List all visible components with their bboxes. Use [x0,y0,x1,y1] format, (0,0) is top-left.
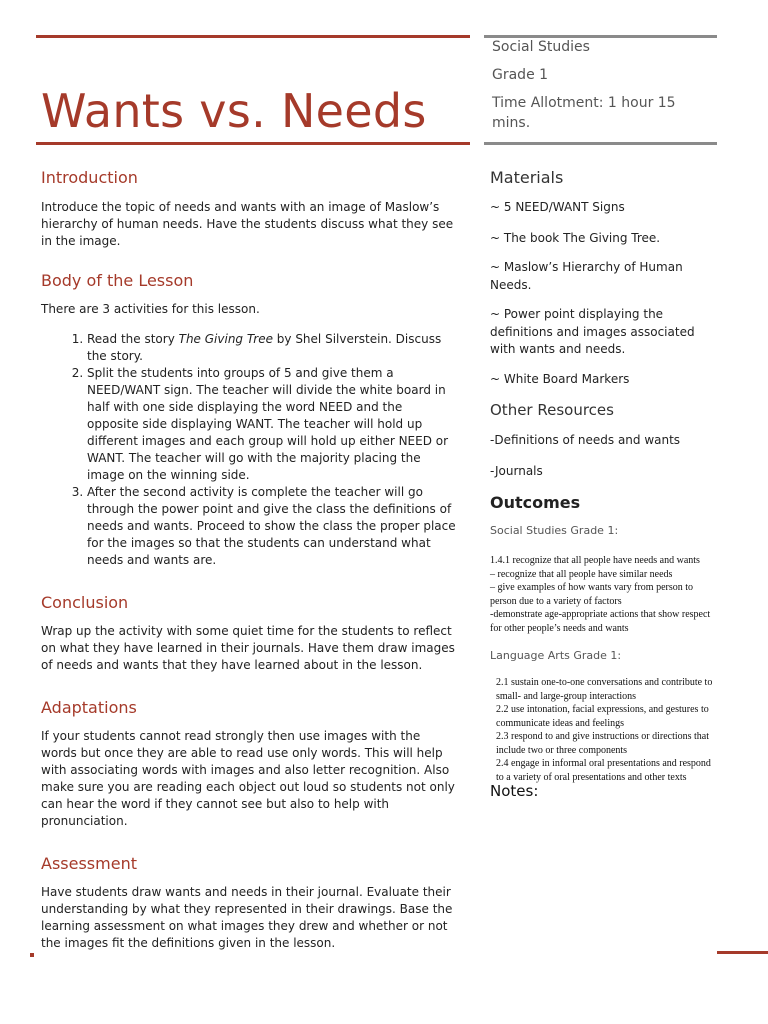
activity-1-book-title: The Giving Tree [178,332,273,346]
activity-item: 2. Split the students into groups of 5 and give them a NEED/WANT sign. The teacher will divide the white board in half with one side displaying the word NEED and the opposite side displaying WANT. The teacher will hold up different images and each group will hold up either NEED or WANT. The teacher will go with the majority placing the image on the winning side. [87,365,456,484]
la-outcomes-list [490,676,720,784]
main-column [41,168,456,952]
meta-subject: Social Studies [492,39,590,55]
adaptations-heading: Adaptations [41,698,137,717]
outcome-line: 2.1 sustain one-to-one conversations and contribute to small- and large-group interactions [496,677,713,702]
outcomes-heading: Outcomes [490,493,581,512]
la-outcomes-label: Language Arts Grade 1: [490,649,622,662]
adaptations-text: If your students cannot read strongly then use images with the words but once they are able to read use only words. This will help with associating words with images and also letter recognition. Also make sure you are reading each object out loud so students not only can hear the word if they cannot see but also to help with pronunciation. [41,729,455,828]
introduction-text: Introduce the topic of needs and wants with an image of Maslow’s hierarchy of human needs. Have the students discuss what they see in the image. [41,200,454,248]
outcome-line: -demonstrate age-appropriate actions that show respect for other people’s needs and wants [490,609,711,634]
meta-time: Time Allotment: 1 hour 15 mins. [492,95,676,131]
resources-heading: Other Resources [490,401,614,419]
outcome-line: – give examples of how wants vary from person to person due to a variety of factors [490,582,694,607]
page-title: Wants vs. Needs [41,84,427,138]
ss-outcomes-list [490,554,720,635]
assessment-heading: Assessment [41,854,137,873]
body-lead: There are 3 activities for this lesson. [41,302,260,316]
resource-item: -Definitions of needs and wants [490,433,681,447]
activity-1-post: by Shel Silverstein. Discuss the story. [87,332,442,363]
conclusion-text: Wrap up the activity with some quiet time for the students to reflect on what they have learned in their journals. Have them draw images of needs and wants that they have learned about in the lesson. [41,624,455,672]
material-item: ~ Power point displaying the definitions and images associated with wants and needs. [490,307,695,356]
activity-item: 3. After the second activity is complete the teacher will go through the power point and give the class the definitions of needs and wants. Proceed to show the class the proper place for the images so that the students can understand what needs and wants are. [87,484,456,569]
outcome-line: 1.4.1 recognize that all people have needs and wants [490,555,700,566]
conclusion-heading: Conclusion [41,593,129,612]
ss-outcomes-label: Social Studies Grade 1: [490,524,619,537]
activity-list [87,331,456,569]
notes-heading: Notes: [490,782,539,800]
outcome-line: 2.3 respond to and give instructions or directions that include two or three components [496,731,710,756]
sidebar-column [490,168,720,800]
meta-bottom-rule [484,142,717,145]
material-item: ~ 5 NEED/WANT Signs [490,200,625,214]
title-top-rule [36,35,470,38]
meta-grade: Grade 1 [492,67,549,83]
materials-heading: Materials [490,168,564,187]
introduction-heading: Introduction [41,168,138,187]
footer-mark-left [30,953,34,957]
material-item: ~ White Board Markers [490,371,630,386]
material-item: ~ The book The Giving Tree. [490,230,661,245]
title-bottom-rule [36,142,470,145]
assessment-text: Have students draw wants and needs in their journal. Evaluate their understanding by what they represented in their drawings. Base the learning assessment on what images they drew and whether or not the images fit the definitions given in the lesson. [41,885,453,950]
lesson-meta [492,37,717,141]
footer-rule-right [717,951,768,954]
activity-item [87,331,456,365]
body-heading: Body of the Lesson [41,271,194,290]
activity-1-pre: Read the story [87,332,179,346]
outcome-line: 2.4 engage in informal oral presentations and respond to a variety of oral presentations and other texts [496,758,711,783]
material-item: ~ Maslow’s Hierarchy of Human Needs. [490,260,683,292]
outcome-line: – recognize that all people have similar needs [490,568,673,580]
outcome-line: 2.2 use intonation, facial expressions, and gestures to communicate ideas and feelings [496,704,709,729]
resource-item: -Journals [490,463,543,478]
